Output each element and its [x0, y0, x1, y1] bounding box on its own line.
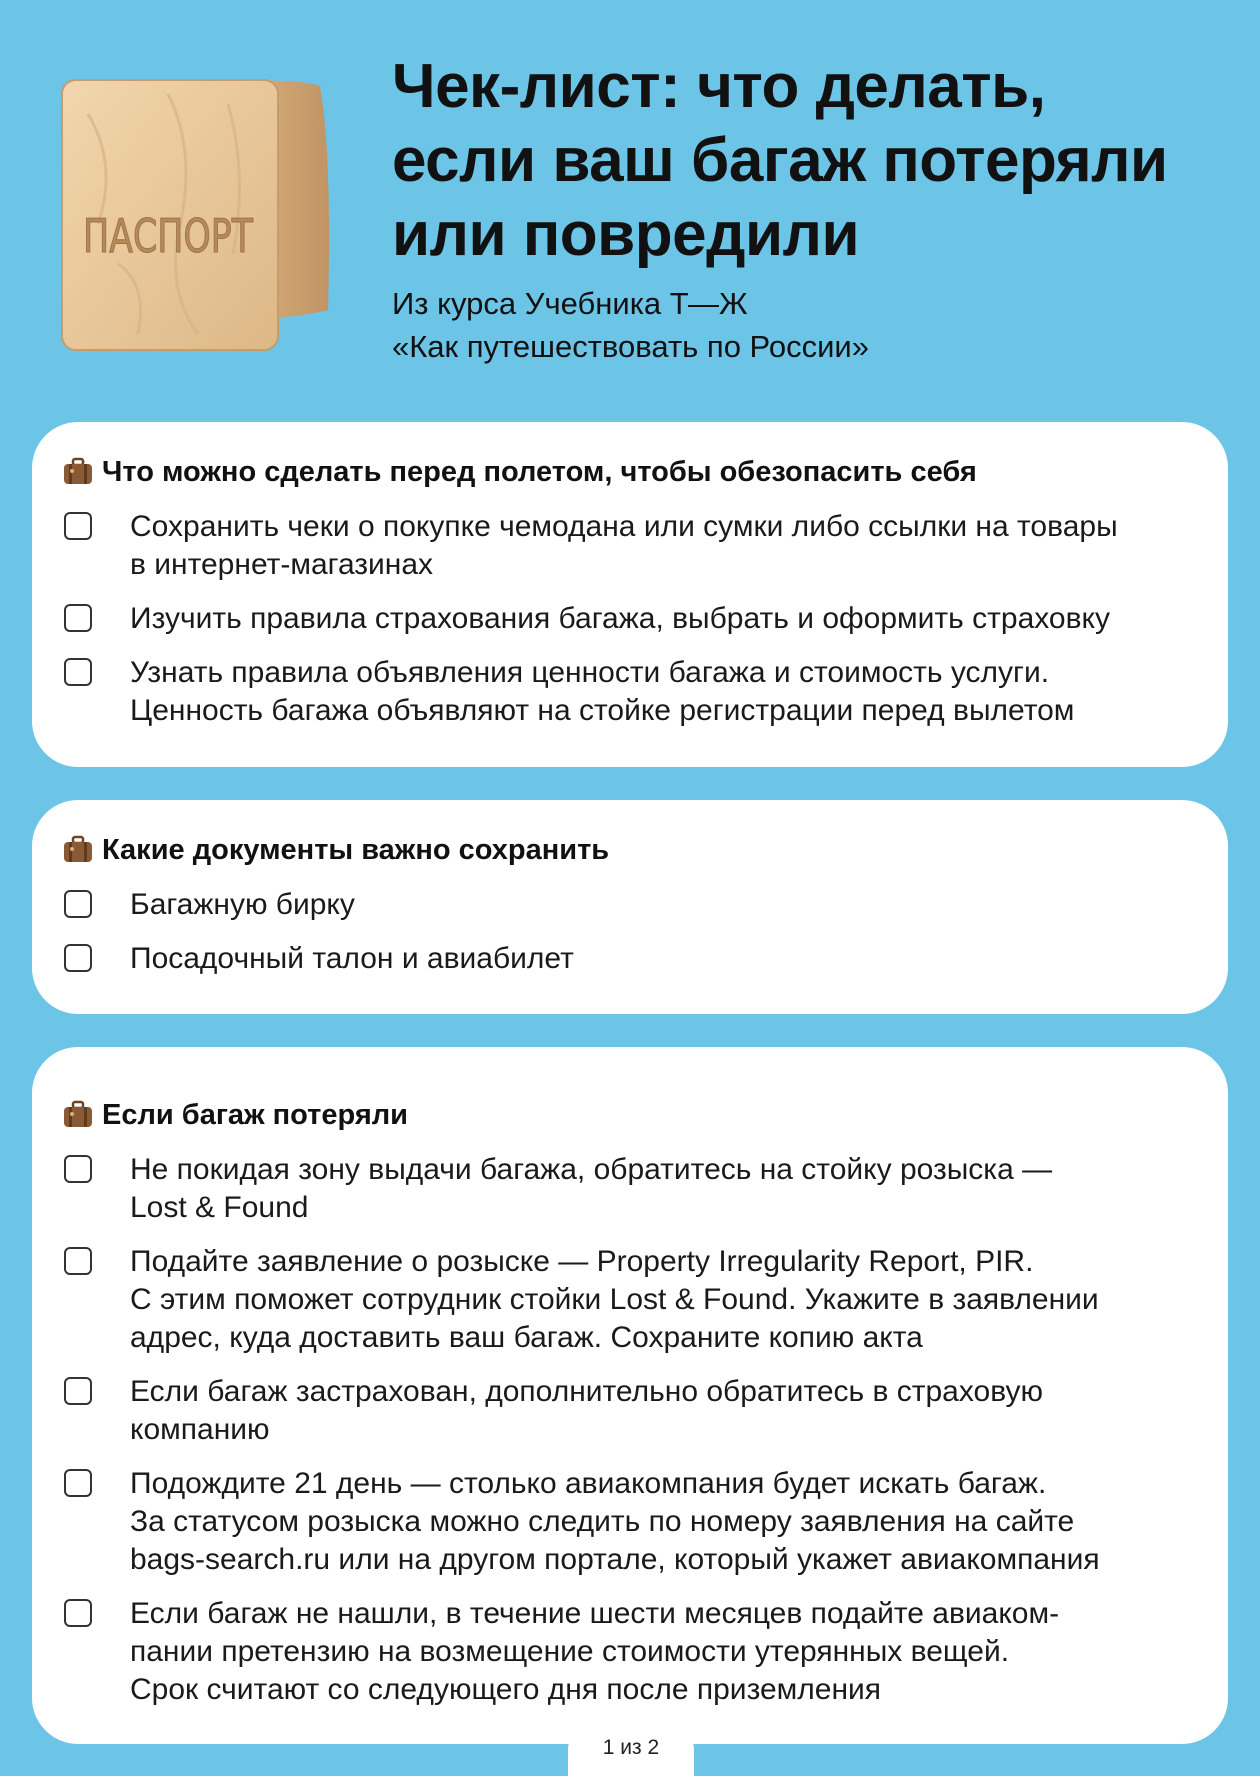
checklist — [62, 508, 1200, 730]
item-line: Подождите 21 день — столько авиакомпания будет искать багаж. — [130, 1467, 1047, 1500]
item-line: Подайте заявление о розыске — Property Irregularity Report, PIR. — [130, 1245, 1034, 1278]
card-title — [62, 830, 1200, 870]
item-text — [130, 1595, 1059, 1709]
checkbox[interactable] — [64, 1247, 92, 1275]
checkbox[interactable] — [64, 944, 92, 972]
checklist-card-lost-baggage — [32, 1047, 1228, 1744]
checklist-item — [62, 1243, 1200, 1357]
checklist — [62, 886, 1200, 978]
item-line: Если багаж не нашли, в течение шести месяцев подайте авиаком- — [130, 1597, 1060, 1630]
checkbox[interactable] — [64, 658, 92, 686]
suitcase-icon — [62, 1099, 94, 1131]
item-text — [130, 886, 355, 924]
checklist-item — [62, 654, 1200, 730]
wooden-passport-illustration — [58, 74, 330, 354]
checkbox[interactable] — [64, 890, 92, 918]
item-line: Посадочный талон и авиабилет — [130, 942, 574, 975]
item-line: Если багаж застрахован, дополнительно обратитесь в страховую — [130, 1375, 1043, 1408]
item-line: пании претензию на возмещение стоимости утерянных вещей. — [130, 1635, 1010, 1668]
checklist-item — [62, 886, 1200, 924]
checkbox[interactable] — [64, 1469, 92, 1497]
item-text — [130, 1373, 1043, 1449]
header — [0, 0, 1260, 400]
card-title-text: Что можно сделать перед полетом, чтобы обезопасить себя — [102, 455, 977, 488]
card-title — [62, 1095, 1200, 1135]
checklist — [62, 1151, 1200, 1709]
checkbox[interactable] — [64, 512, 92, 540]
page-subtitle — [392, 282, 1232, 368]
checkbox[interactable] — [64, 604, 92, 632]
item-text — [130, 654, 1074, 730]
item-line: bags-search.ru или на другом портале, который укажет авиакомпания — [130, 1543, 1100, 1576]
title-line: или повредили — [392, 200, 860, 269]
card-title-text: Если багаж потеряли — [102, 1098, 408, 1131]
item-line: Lost & Found — [130, 1191, 309, 1224]
checklist-item — [62, 1151, 1200, 1227]
card-title — [62, 452, 1200, 492]
checkbox[interactable] — [64, 1377, 92, 1405]
checklist-item — [62, 1373, 1200, 1449]
checklist-card-before-flight — [32, 422, 1228, 767]
passport-label: ПАСПОРТ — [83, 209, 254, 263]
subtitle-line: Из курса Учебника Т—Ж — [392, 286, 748, 321]
page-title — [392, 50, 1232, 272]
item-line: адрес, куда доставить ваш багаж. Сохраните копию акта — [130, 1321, 923, 1354]
item-text — [130, 600, 1110, 638]
item-line: Ценность багажа объявляют на стойке регистрации перед вылетом — [130, 694, 1075, 727]
item-line: в интернет-магазинах — [130, 548, 434, 581]
item-line: Срок считают со следующего дня после приземления — [130, 1673, 882, 1706]
item-line: Изучить правила страхования багажа, выбрать и оформить страховку — [130, 602, 1110, 635]
item-line: Узнать правила объявления ценности багажа и стоимость услуги. — [130, 656, 1050, 689]
item-text — [130, 1465, 1100, 1579]
title-line: Чек-лист: что делать, — [392, 52, 1046, 121]
checklist-item — [62, 508, 1200, 584]
item-line: За статусом розыска можно следить по номеру заявления на сайте — [130, 1505, 1075, 1538]
item-line: Багажную бирку — [130, 888, 355, 921]
item-text — [130, 1243, 1099, 1357]
item-line: компанию — [130, 1413, 270, 1446]
checklist-item — [62, 1595, 1200, 1709]
checkbox[interactable] — [64, 1155, 92, 1183]
item-line: С этим поможет сотрудник стойки Lost & Found. Укажите в заявлении — [130, 1283, 1099, 1316]
page-indicator: 1 из 2 — [568, 1722, 694, 1776]
subtitle-line: «Как путешествовать по России» — [392, 329, 869, 364]
item-text — [130, 508, 1118, 584]
suitcase-icon — [62, 456, 94, 488]
checklist-item — [62, 1465, 1200, 1579]
suitcase-icon — [62, 834, 94, 866]
checklist-card-documents — [32, 800, 1228, 1014]
card-title-text: Какие документы важно сохранить — [102, 833, 610, 866]
item-text — [130, 940, 574, 978]
checklist-item — [62, 940, 1200, 978]
checkbox[interactable] — [64, 1599, 92, 1627]
item-line: Сохранить чеки о покупке чемодана или сумки либо ссылки на товары — [130, 510, 1118, 543]
item-line: Не покидая зону выдачи багажа, обратитесь на стойку розыска — — [130, 1153, 1053, 1186]
item-text — [130, 1151, 1052, 1227]
checklist-item — [62, 600, 1200, 638]
title-line: если ваш багаж потеряли — [392, 126, 1168, 195]
